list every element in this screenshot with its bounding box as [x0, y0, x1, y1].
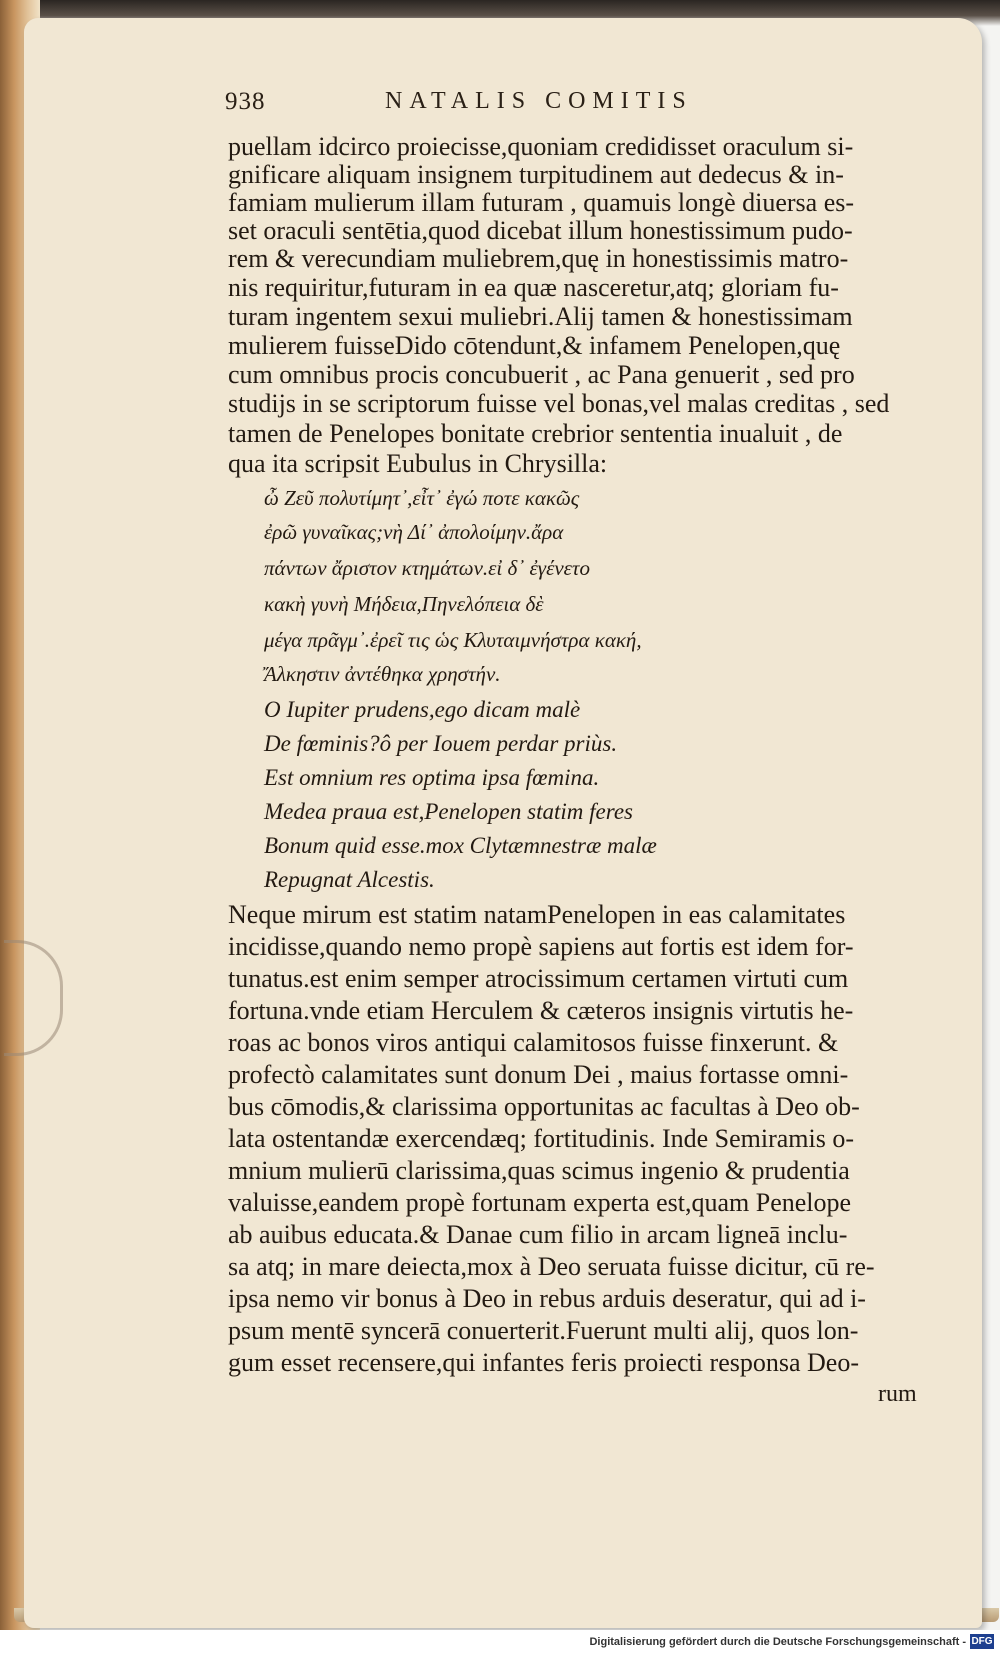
- prose-line: qua ita scripsit Eubulus in Chrysilla:: [228, 449, 608, 478]
- prose-line: ab auibus educata.& Danae cum filio in arcam ligneā inclu-: [228, 1220, 848, 1249]
- prose-line: bus cōmodis,& clarissima opportunitas ac facultas à Deo ob-: [228, 1092, 860, 1121]
- greek-verse-line: ὦ Ζεῦ πολυτίμητ᾽,εἶτ᾽ ἐγώ ποτε κακῶς: [264, 486, 580, 510]
- funding-credit: Digitalisierung gefördert durch die Deutsche Forschungsgemeinschaft -: [589, 1636, 966, 1648]
- prose-line: nis requiritur,futuram in ea quæ nasceretur,atq; gloriam fu-: [228, 273, 839, 302]
- prose-line: set oraculi sentētia,quod dicebat illum honestissimum pudo-: [228, 216, 853, 245]
- latin-verse-line: Medea praua est,Penelopen statim feres: [264, 799, 633, 824]
- prose-line: turam ingentem sexui muliebri.Alij tamen & honestissimam: [228, 302, 853, 331]
- prose-line: ipsa nemo vir bonus à Deo in rebus arduis deseratur, qui ad i-: [228, 1284, 866, 1313]
- greek-verse-line: πάντων ἄριστον κτημάτων.εἰ δ᾽ ἐγένετο: [264, 556, 590, 580]
- prose-line: roas ac bonos viros antiqui calamitosos fuisse finxerunt. &: [228, 1028, 839, 1057]
- prose-line: fortuna.vnde etiam Herculem & cæteros insignis virtutis he-: [228, 996, 854, 1025]
- prose-line: profectò calamitates sunt donum Dei , maius fortasse omni-: [228, 1060, 849, 1089]
- prose-line: gum esset recensere,qui infantes feris proiecti responsa Deo-: [228, 1348, 859, 1377]
- latin-verse-line: Repugnat Alcestis.: [264, 867, 435, 892]
- prose-line: psum mentē syncerā conuerterit.Fuerunt multi alij, quos lon-: [228, 1316, 859, 1345]
- prose-line: tunatus.est enim semper atrocissimum certamen virtuti cum: [228, 964, 849, 993]
- prose-line: valuisse,eandem propè fortunam experta est,quam Penelope: [228, 1188, 852, 1217]
- prose-line: famiam mulierum illam futuram , quamuis longè diuersa es-: [228, 188, 855, 217]
- prose-line: cum omnibus procis concubuerit , ac Pana genuerit , sed pro: [228, 360, 855, 389]
- greek-verse-line: Ἄλκηστιν ἀντέθηκα χρηστήν.: [264, 662, 501, 686]
- footer-bar: [0, 1630, 1000, 1655]
- prose-line: lata ostentandæ exercendæq; fortitudinis. Inde Semiramis o-: [228, 1124, 855, 1153]
- prose-line: gnificare aliquam insignem turpitudinem aut dedecus & in-: [228, 160, 844, 189]
- prose-line: incidisse,quando nemo propè sapiens aut fortis est idem for-: [228, 932, 854, 961]
- prose-line: studijs in se scriptorum fuisse vel bonas,vel malas creditas , sed: [228, 389, 890, 418]
- prose-line: sa atq; in mare deiecta,mox à Deo seruata fuisse dicitur, cū re-: [228, 1252, 875, 1281]
- prose-line: mulierem fuisseDido cōtendunt,& infamem Penelopen,quę: [228, 331, 841, 360]
- latin-verse-line: Est omnium res optima ipsa fœmina.: [264, 765, 600, 790]
- running-title: NATALIS COMITIS: [385, 88, 693, 114]
- latin-verse-line: De fœminis?ô per Iouem perdar priùs.: [264, 731, 618, 756]
- greek-verse-line: κακὴ γυνὴ Μήδεια,Πηνελόπεια δὲ: [264, 592, 544, 616]
- prose-line: mnium mulierū clarissima,quas scimus ingenio & prudentia: [228, 1156, 850, 1185]
- prose-line: puellam idcirco proiecisse,quoniam credidisset oraculum si-: [228, 132, 854, 161]
- latin-verse-line: O Iupiter prudens,ego dicam malè: [264, 697, 581, 722]
- page-number: 938: [225, 88, 266, 115]
- running-head: [225, 88, 785, 122]
- prose-line: rem & verecundiam muliebrem,quę in honestissimis matro-: [228, 244, 849, 273]
- greek-verse-line: ἐρῶ γυναῖκας;νὴ Δί᾽ ἀπολοίμην.ἄρα: [264, 520, 564, 544]
- prose-line: Neque mirum est statim natamPenelopen in eas calamitates: [228, 900, 846, 929]
- prose-line: tamen de Penelopes bonitate crebrior sententia inualuit , de: [228, 419, 843, 448]
- latin-verse-line: Bonum quid esse.mox Clytæmnestræ malæ: [264, 833, 657, 858]
- dfg-logo: DFG: [971, 1636, 993, 1647]
- catchword: rum: [878, 1381, 917, 1407]
- greek-verse-line: μέγα πρᾶγμ᾽.ἐρεῖ τις ὡς Κλυταιμνήστρα κακή,: [264, 628, 642, 652]
